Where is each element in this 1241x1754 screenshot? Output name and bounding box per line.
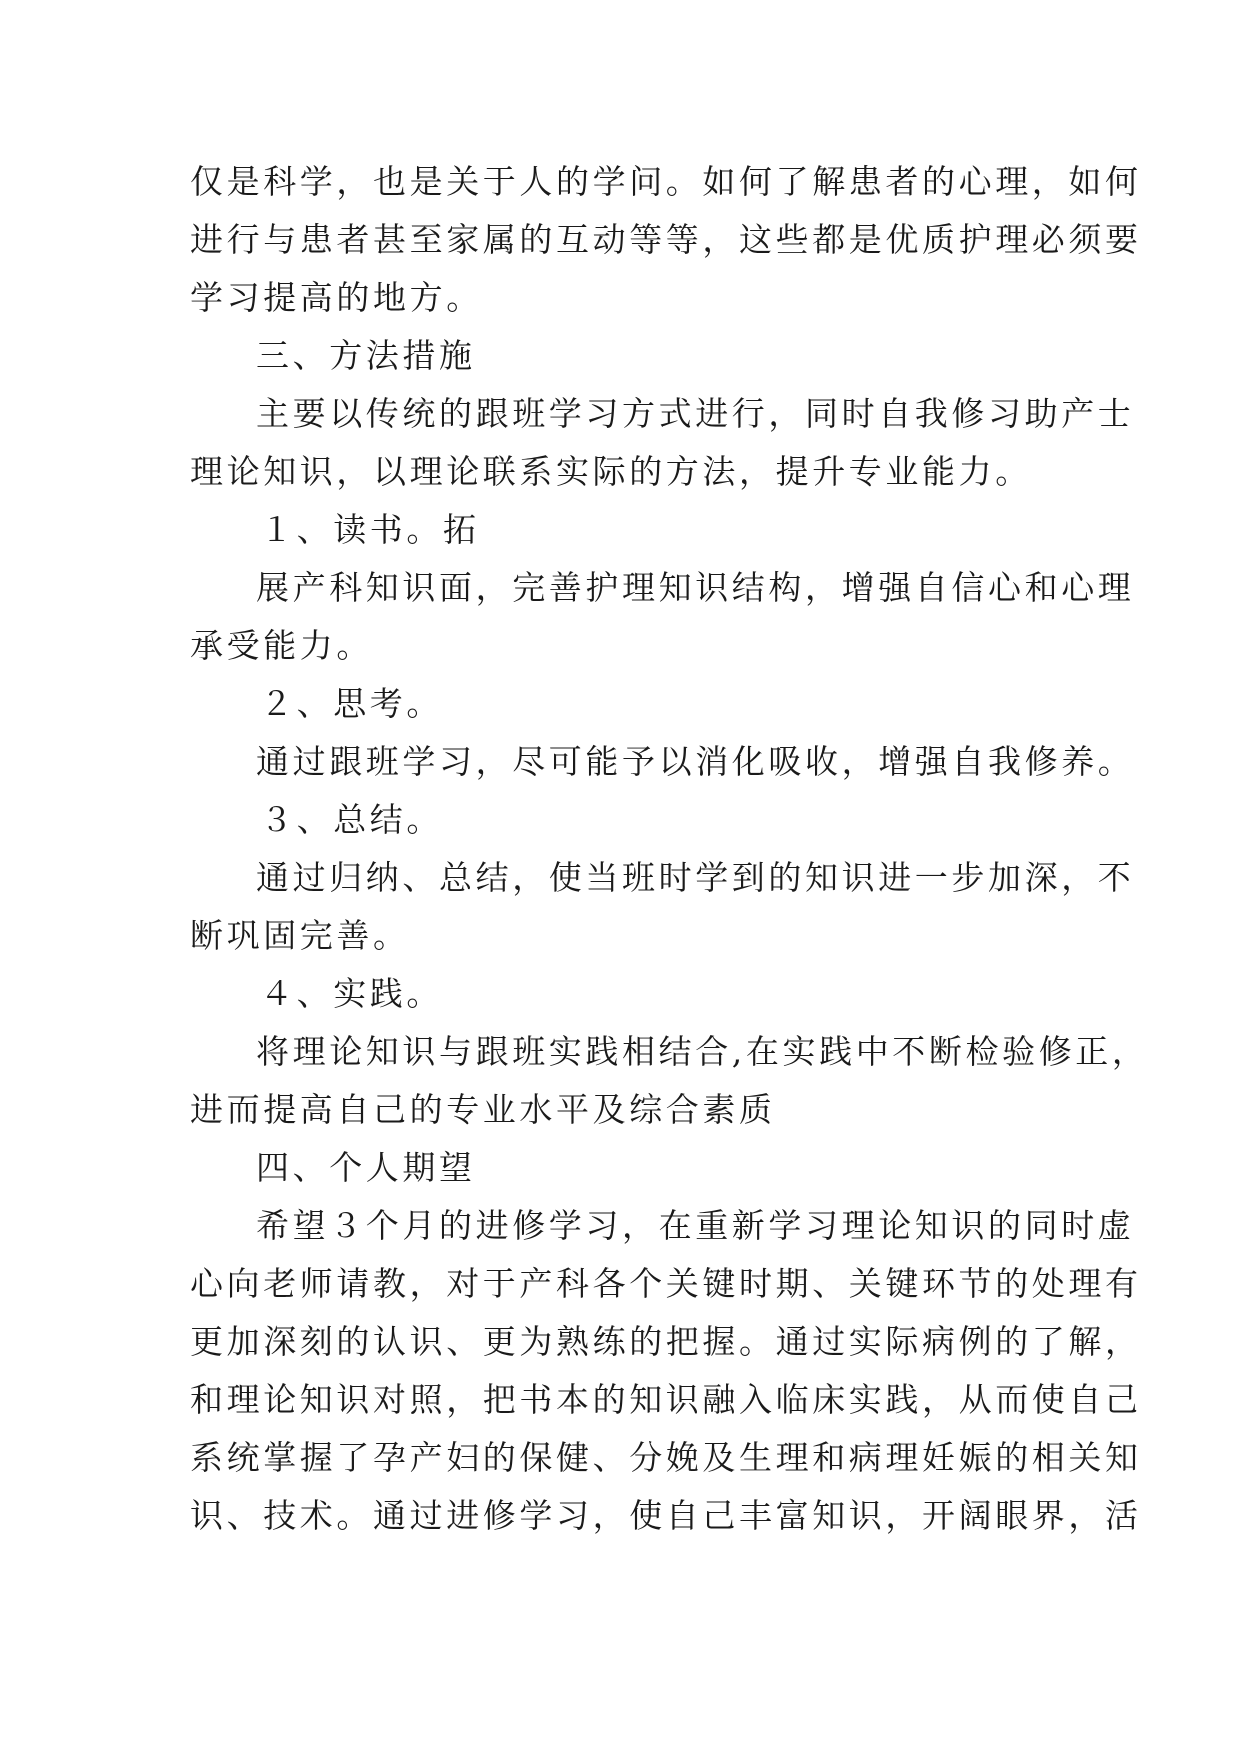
text-line: 通过跟班学习，尽可能予以消化吸收，增强自我修养。: [256, 742, 1135, 781]
text-line: 进行与患者甚至家属的互动等等，这些都是优质护理必须要: [190, 220, 1142, 259]
text-line: 承受能力。: [190, 626, 373, 665]
text-line: 仅是科学，也是关于人的学问。如何了解患者的心理，如何: [190, 162, 1142, 201]
text-line: 理论知识，以理论联系实际的方法，提升专业能力。: [190, 452, 1032, 491]
text-line: 将理论知识与跟班实践相结合,在实践中不断检验修正，: [256, 1032, 1149, 1071]
list-item-heading: ４、实践。: [260, 974, 443, 1013]
list-item-heading: ２、思考。: [260, 684, 443, 723]
text-line: 和理论知识对照，把书本的知识融入临床实践，从而使自己: [190, 1380, 1142, 1419]
list-item-heading: １、读书。拓: [260, 510, 480, 549]
section-heading: 四、个人期望: [256, 1148, 476, 1187]
text-line: 断巩固完善。: [190, 916, 410, 955]
text-line: 进而提高自己的专业水平及综合素质: [190, 1090, 776, 1129]
section-heading: 三、方法措施: [256, 336, 476, 375]
text-line: 展产科知识面，完善护理知识结构，增强自信心和心理: [256, 568, 1135, 607]
text-line: 学习提高的地方。: [190, 278, 483, 317]
text-line: 通过归纳、总结，使当班时学到的知识进一步加深，不: [256, 858, 1135, 897]
text-line: 希望３个月的进修学习，在重新学习理论知识的同时虚: [256, 1206, 1135, 1245]
list-item-heading: ３、总结。: [260, 800, 443, 839]
text-line: 系统掌握了孕产妇的保健、分娩及生理和病理妊娠的相关知: [190, 1438, 1142, 1477]
text-line: 心向老师请教，对于产科各个关键时期、关键环节的处理有: [190, 1264, 1142, 1303]
text-line: 主要以传统的跟班学习方式进行，同时自我修习助产士: [256, 394, 1135, 433]
text-line: 更加深刻的认识、更为熟练的把握。通过实际病例的了解，: [190, 1322, 1142, 1361]
text-line: 识、技术。通过进修学习，使自己丰富知识，开阔眼界，活: [190, 1496, 1142, 1535]
